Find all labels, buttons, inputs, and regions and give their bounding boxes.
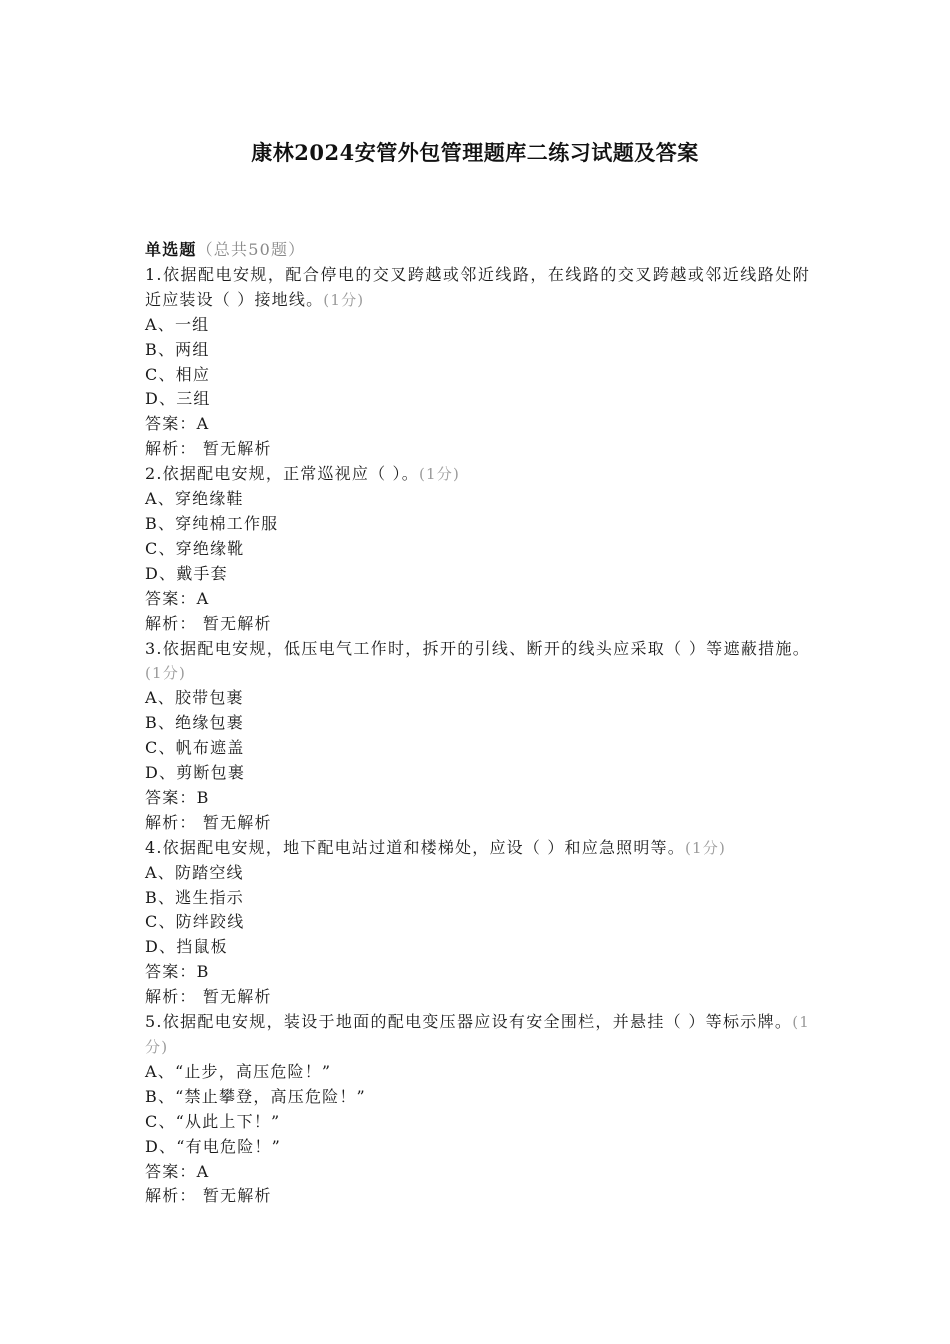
question-item [145, 263, 810, 462]
question-text: 3.依据配电安规，低压电气工作时，拆开的引线、断开的线头应采取（ ）等遮蔽措施。 [145, 638, 810, 658]
analysis-line: 解析： 暂无解析 [145, 987, 272, 1007]
answer-line: 答案：A [145, 588, 210, 608]
option-d: D、戴手套 [145, 563, 228, 583]
question-stem [145, 462, 810, 487]
question-stem [145, 836, 810, 861]
question-stem [145, 263, 810, 313]
question-text: 1.依据配电安规，配合停电的交叉跨越或邻近线路，在线路的交叉跨越或邻近线路处附近应装设（ ）接地线。 [145, 264, 810, 309]
question-score: (1分) [684, 838, 727, 857]
section-count: （总共50题） [196, 240, 306, 259]
answer-line: 答案：A [145, 414, 210, 434]
analysis-line: 解析： 暂无解析 [145, 1186, 272, 1206]
option-c: C、防绊跤线 [145, 912, 245, 932]
option-a: A、胶带包裹 [145, 688, 244, 708]
option-a: A、一组 [145, 314, 210, 334]
question-score: (1分) [145, 664, 187, 683]
option-b: B、绝缘包裹 [145, 713, 244, 733]
question-stem [145, 637, 810, 687]
option-d: D、剪断包裹 [145, 763, 246, 783]
analysis-line: 解析： 暂无解析 [145, 613, 272, 633]
question-text: 4.依据配电安规，地下配电站过道和楼梯处，应设（ ）和应急照明等。 [145, 837, 685, 857]
question-score: (1分) [418, 465, 461, 484]
question-score: (1分) [145, 1013, 810, 1056]
option-a: A、穿绝缘鞋 [145, 489, 244, 509]
question-item [145, 836, 810, 1010]
option-c: C、帆布遮盖 [145, 738, 245, 758]
question-text: 5.依据配电安规，装设于地面的配电变压器应设有安全围栏，并悬挂（ ）等标示牌。 [145, 1012, 793, 1032]
answer-line: 答案：A [145, 1161, 210, 1181]
option-b: B、两组 [145, 339, 210, 359]
option-d: D、挡鼠板 [145, 937, 228, 957]
option-c: C、穿绝缘靴 [145, 538, 245, 558]
answer-line: 答案：B [145, 962, 210, 982]
analysis-line: 解析： 暂无解析 [145, 439, 272, 459]
option-a: A、“止步，高压危险！” [145, 1061, 332, 1081]
question-item [145, 637, 810, 836]
analysis-line: 解析： 暂无解析 [145, 812, 272, 832]
option-c: C、“从此上下！” [145, 1111, 281, 1131]
option-c: C、相应 [145, 364, 211, 384]
answer-line: 答案：B [145, 787, 210, 807]
question-list [145, 238, 810, 1209]
option-b: B、“禁止攀登，高压危险！” [145, 1086, 366, 1106]
question-item [145, 1010, 810, 1209]
option-b: B、逃生指示 [145, 887, 244, 907]
question-text: 2.依据配电安规，正常巡视应（ ）。 [145, 464, 419, 484]
section-header [145, 238, 810, 263]
question-item [145, 462, 810, 636]
option-d: D、三组 [145, 389, 211, 409]
question-stem [145, 1010, 810, 1060]
question-score: (1分) [323, 290, 365, 309]
option-b: B、穿纯棉工作服 [145, 513, 279, 533]
option-a: A、防踏空线 [145, 862, 244, 882]
document-title: 康林2024安管外包管理题库二练习试题及答案 [251, 140, 699, 165]
option-d: D、“有电危险！” [145, 1136, 281, 1156]
section-name: 单选题 [145, 240, 197, 259]
